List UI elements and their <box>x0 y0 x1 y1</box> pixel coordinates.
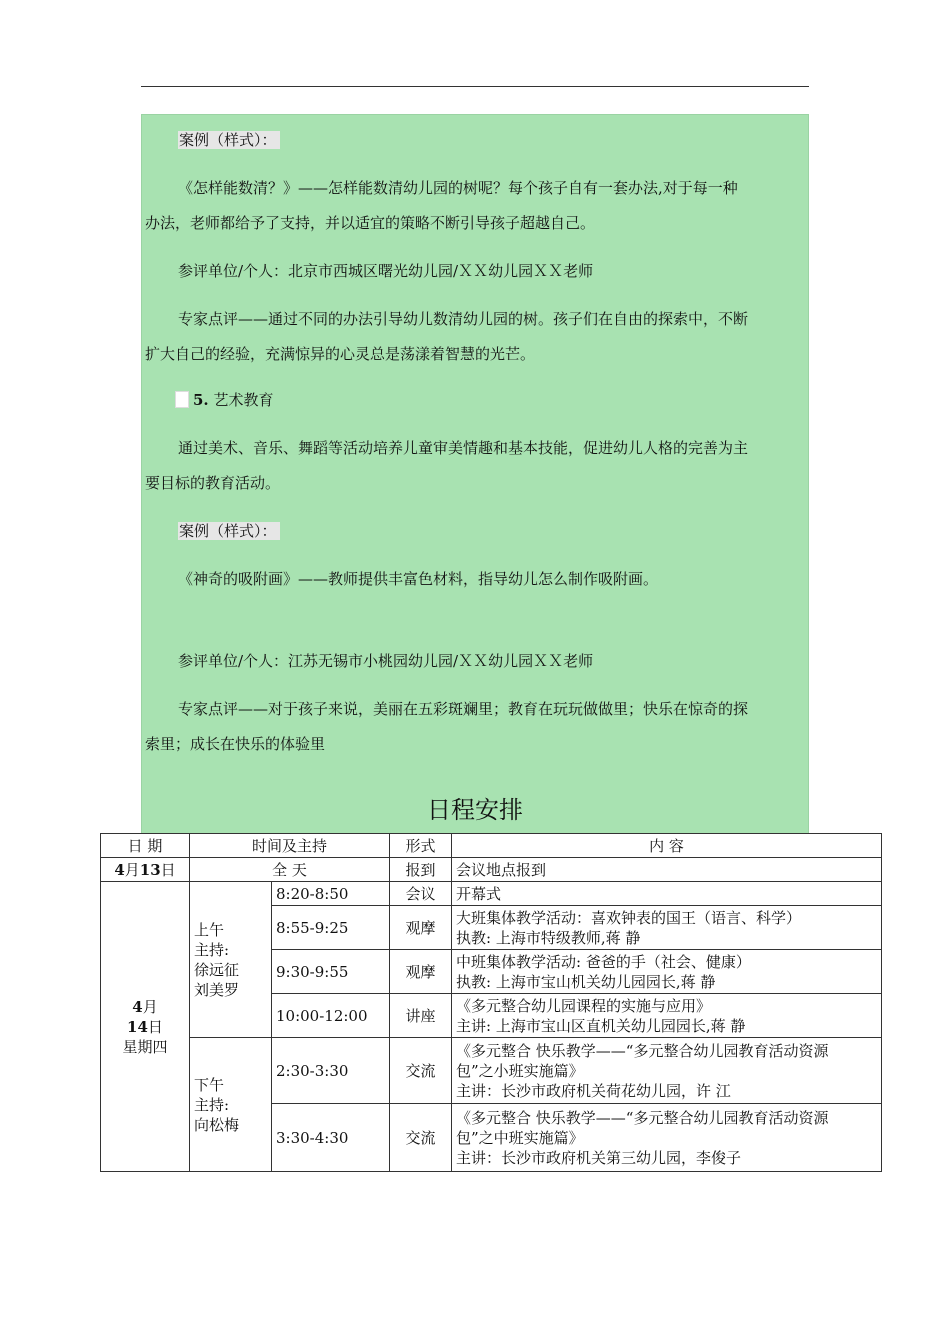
day1-form: 报到 <box>390 858 452 882</box>
schedule-table <box>100 833 882 1172</box>
row-form: 观摩 <box>390 950 452 994</box>
day1-content: 会议地点报到 <box>452 858 882 882</box>
row-form: 观摩 <box>390 906 452 950</box>
row-content: 大班集体教学活动：喜欢钟表的国王（语言、科学） 执教: 上海市特级教师,蒋 静 <box>452 906 882 950</box>
row-time: 8:55-9:25 <box>272 906 390 950</box>
row-form: 交流 <box>390 1104 452 1172</box>
case2-unit: 参评单位/个人：江苏无锡市小桃园幼儿园/ＸＸ幼儿园ＸＸ老师 <box>178 652 594 670</box>
table-row <box>101 882 882 906</box>
row-form: 讲座 <box>390 994 452 1038</box>
header-date: 日 期 <box>101 834 190 858</box>
row-time: 2:30-3:30 <box>272 1038 390 1104</box>
day2-date: 4月 14日 星期四 <box>101 882 190 1172</box>
header-rule <box>141 86 809 87</box>
table-row <box>101 1038 882 1104</box>
header-form: 形式 <box>390 834 452 858</box>
case2-review-line1: 专家点评——对于孩子来说，美丽在五彩斑斓里；教育在玩玩做做里；快乐在惊奇的探 <box>178 700 749 718</box>
case2-desc: 《神奇的吸附画》——教师提供丰富色材料，指导幼儿怎么制作吸附画。 <box>178 570 659 588</box>
row-content: 中班集体教学活动: 爸爸的手（社会、健康） 执教: 上海市宝山机关幼儿园园长,蒋 静 <box>452 950 882 994</box>
row-content: 《多元整合 快乐教学——“多元整合幼儿园教育活动资源 包”之中班实施篇》 主讲：长沙市政府机关第三幼儿园，李俊子 <box>452 1104 882 1172</box>
schedule-title: 日程安排 <box>427 796 523 824</box>
row-content: 开幕式 <box>452 882 882 906</box>
row-time: 8:20-8:50 <box>272 882 390 906</box>
morning-host: 上午 主持: 徐远征 刘美罗 <box>190 882 272 1038</box>
header-content: 内 容 <box>452 834 882 858</box>
row-time: 10:00-12:00 <box>272 994 390 1038</box>
case1-review-line2: 扩大自己的经验，充满惊异的心灵总是荡漾着智慧的光芒。 <box>145 345 536 363</box>
row-form: 交流 <box>390 1038 452 1104</box>
table-header-row <box>101 834 882 858</box>
section5-desc-line1: 通过美术、音乐、舞蹈等活动培养儿童审美情趣和基本技能，促进幼儿人格的完善为主 <box>178 439 749 457</box>
section5-desc-line2: 要目标的教育活动。 <box>145 474 281 492</box>
bullet-box-icon <box>175 391 189 408</box>
row-content: 《多元整合 快乐教学——“多元整合幼儿园教育活动资源 包”之小班实施篇》 主讲：长沙市政府机关荷花幼儿园，许 江 <box>452 1038 882 1104</box>
section5-heading: 5. 艺术教育 <box>175 390 837 410</box>
table-row <box>101 858 882 882</box>
case1-unit: 参评单位/个人：北京市西城区曙光幼儿园/ＸＸ幼儿园ＸＸ老师 <box>178 262 594 280</box>
row-form: 会议 <box>390 882 452 906</box>
case1-review-line1: 专家点评——通过不同的办法引导幼儿数清幼儿园的树。孩子们在自由的探索中，不断 <box>178 310 749 328</box>
case1-label: 案例（样式）： <box>178 130 840 150</box>
case1-desc-line2: 办法，老师都给予了支持，并以适宜的策略不断引导孩子超越自己。 <box>145 214 596 232</box>
row-time: 3:30-4:30 <box>272 1104 390 1172</box>
header-time: 时间及主持 <box>190 834 390 858</box>
case2-label: 案例（样式）： <box>178 521 840 541</box>
row-time: 9:30-9:55 <box>272 950 390 994</box>
afternoon-host: 下午 主持: 向松梅 <box>190 1038 272 1172</box>
case2-review-line2: 索里；成长在快乐的体验里 <box>145 735 326 753</box>
day1-time: 全 天 <box>190 858 390 882</box>
row-content: 《多元整合幼儿园课程的实施与应用》 主讲: 上海市宝山区直机关幼儿园园长,蒋 静 <box>452 994 882 1038</box>
day1-date: 4月13日 <box>101 858 190 882</box>
case1-desc-line1: 《怎样能数清？》——怎样能数清幼儿园的树呢？每个孩子自有一套办法,对于每一种 <box>178 179 738 197</box>
